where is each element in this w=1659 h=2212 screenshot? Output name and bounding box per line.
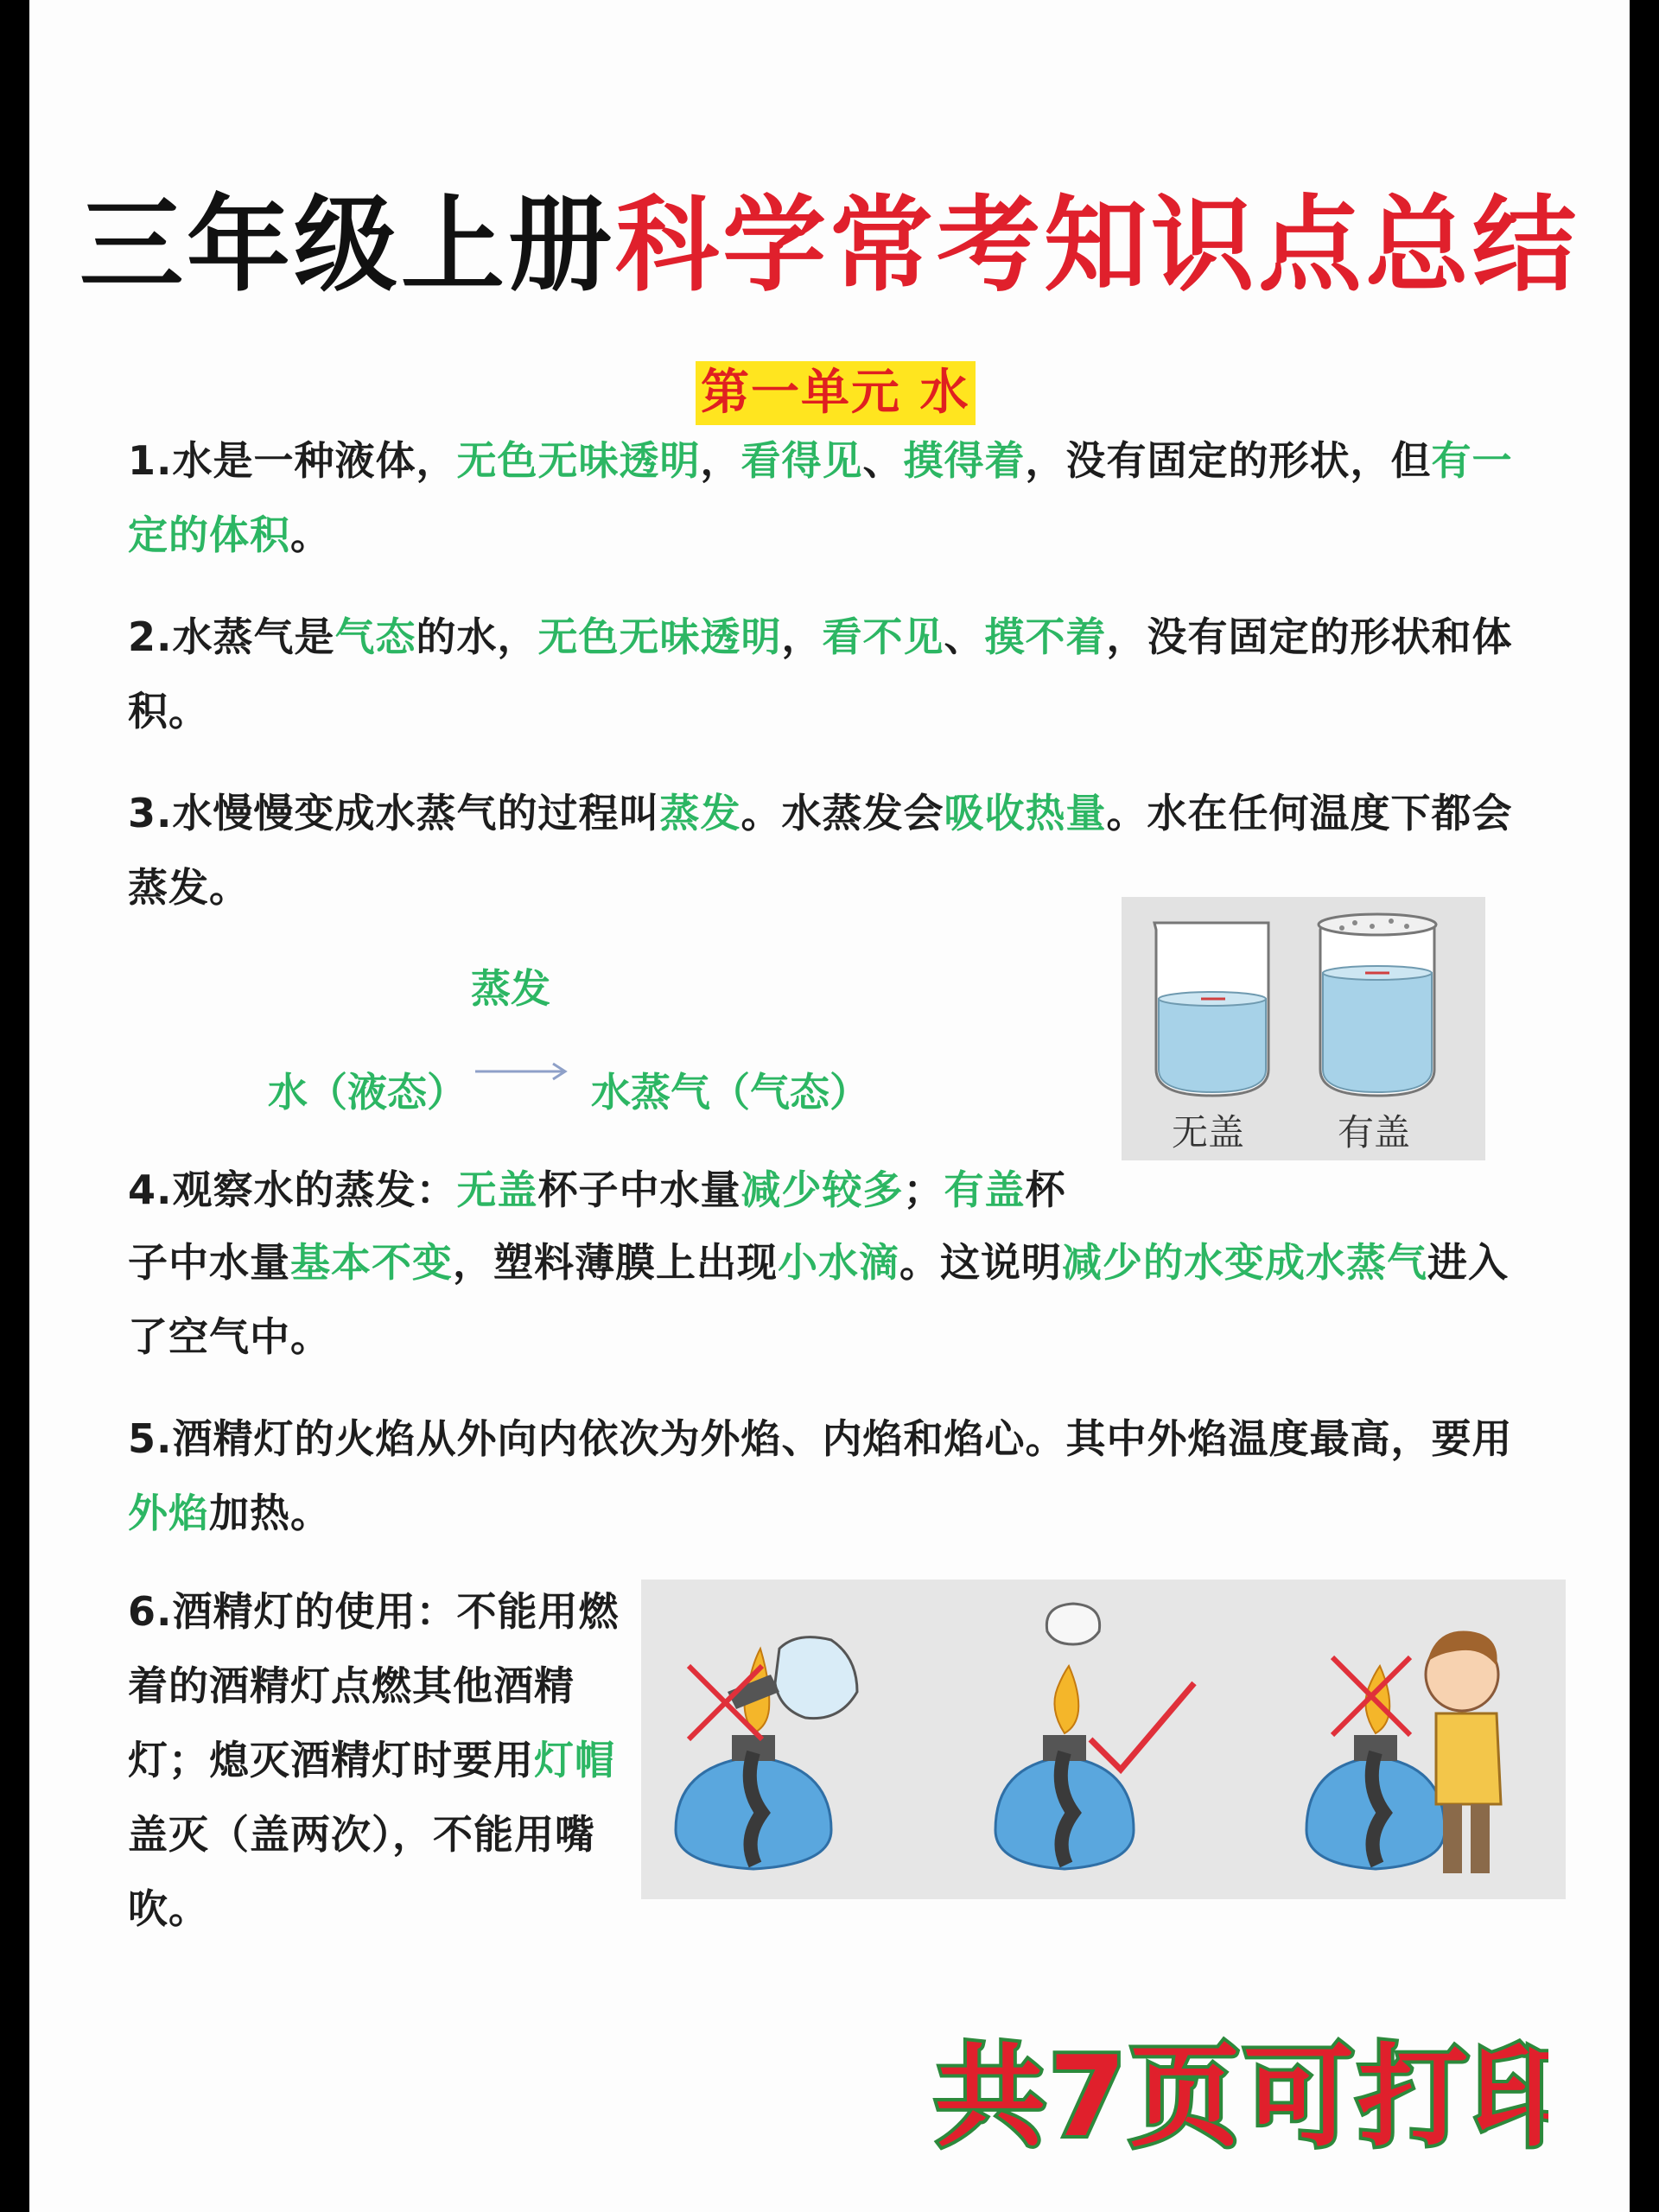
text: 1.水是一种液体，: [128, 437, 457, 484]
evaporation-to-label: 水蒸气（气态）: [591, 1069, 869, 1116]
text: 5.酒精灯的火焰从外向内依次为外焰、内焰和焰心。其中外焰温度最高，要用: [128, 1415, 1513, 1462]
point-6: [128, 1574, 629, 1946]
text: 杯子中水量: [537, 1166, 741, 1213]
text: 加热。: [209, 1490, 331, 1536]
highlight: 减少的水变成水蒸气: [1062, 1239, 1427, 1286]
text: ，没有固定的形状，但: [1025, 437, 1432, 484]
text: 3.水慢慢变成水蒸气的过程叫: [128, 790, 660, 836]
text: ，塑料薄膜上出现: [453, 1239, 778, 1286]
text: 。这说明: [899, 1239, 1062, 1286]
highlight: 减少较多: [741, 1166, 904, 1213]
alcohol-lamp-illustration: [641, 1580, 1566, 1899]
text: 4.观察水的蒸发：: [128, 1166, 457, 1213]
highlight: 有盖: [944, 1166, 1026, 1213]
text: 。: [290, 512, 331, 558]
page-title: [0, 162, 1659, 311]
lamp-wrong-blowing: [1306, 1630, 1501, 1873]
beaker-label-covered: 有盖: [1338, 1111, 1411, 1154]
highlight: 气态: [334, 613, 416, 660]
alcohol-lamps-icon: [641, 1580, 1566, 1899]
lamp-correct-cap: [995, 1604, 1194, 1869]
point-2: [128, 600, 1538, 748]
highlight: 基本不变: [290, 1239, 453, 1286]
highlight: 有一定的体积: [128, 437, 1513, 558]
beaker-label-uncovered: 无盖: [1172, 1111, 1245, 1154]
arrow-icon: [474, 1059, 570, 1085]
text: 。水蒸发会: [741, 790, 944, 836]
highlight: 摸得着: [903, 437, 1026, 484]
beaker-illustration: [1122, 897, 1485, 1160]
stamp-graphic: [926, 2018, 1548, 2174]
highlight: 外焰: [128, 1490, 209, 1536]
stamp-text: 共7页可打印: [935, 2033, 1548, 2162]
title-subject: 科学常考知识点总结: [615, 184, 1580, 306]
highlight: 看得见: [741, 437, 863, 484]
highlight: 看不见: [822, 613, 944, 660]
text: ，: [700, 437, 741, 484]
highlight: 无盖: [456, 1166, 538, 1213]
text: 子中水量: [128, 1239, 290, 1286]
text: 、: [944, 613, 985, 660]
text: 进入了空气中。: [128, 1239, 1509, 1360]
lamp-wrong-lighting: [676, 1637, 857, 1869]
point-4: [128, 1153, 1113, 1227]
highlight: 无色无味透明: [537, 613, 782, 660]
highlight: 无色无味透明: [456, 437, 701, 484]
title-grade: 三年级上册: [79, 186, 615, 306]
highlight: 灯帽: [534, 1737, 615, 1783]
point-4-continued: [128, 1225, 1538, 1374]
point-5: [128, 1402, 1538, 1550]
evaporation-process-label: 蒸发: [471, 965, 550, 1012]
text: ，没有固定的形状和体积。: [128, 613, 1513, 734]
page-count-stamp: [926, 2018, 1548, 2174]
point-1: [128, 423, 1538, 572]
text: 的水，: [416, 613, 538, 660]
evaporation-from-label: 水（液态）: [268, 1069, 467, 1116]
text: 杯: [1025, 1166, 1066, 1213]
text: 。水在任何温度下都会蒸发。: [128, 790, 1513, 911]
highlight: 摸不着: [984, 613, 1107, 660]
highlight: 吸收热量: [944, 790, 1107, 836]
text: ；: [903, 1166, 944, 1213]
text: 盖灭（盖两次），不能用嘴吹。: [128, 1811, 595, 1932]
unit-heading: 第一单元 水: [696, 361, 976, 425]
text: 、: [862, 437, 904, 484]
highlight: 小水滴: [778, 1239, 899, 1286]
text: 6.酒精灯的使用：不能用燃着的酒精灯点燃其他酒精灯；熄灭酒精灯时要用: [128, 1588, 620, 1783]
text: ，: [781, 613, 823, 660]
highlight: 蒸发: [659, 790, 741, 836]
text: 2.水蒸气是: [128, 613, 335, 660]
